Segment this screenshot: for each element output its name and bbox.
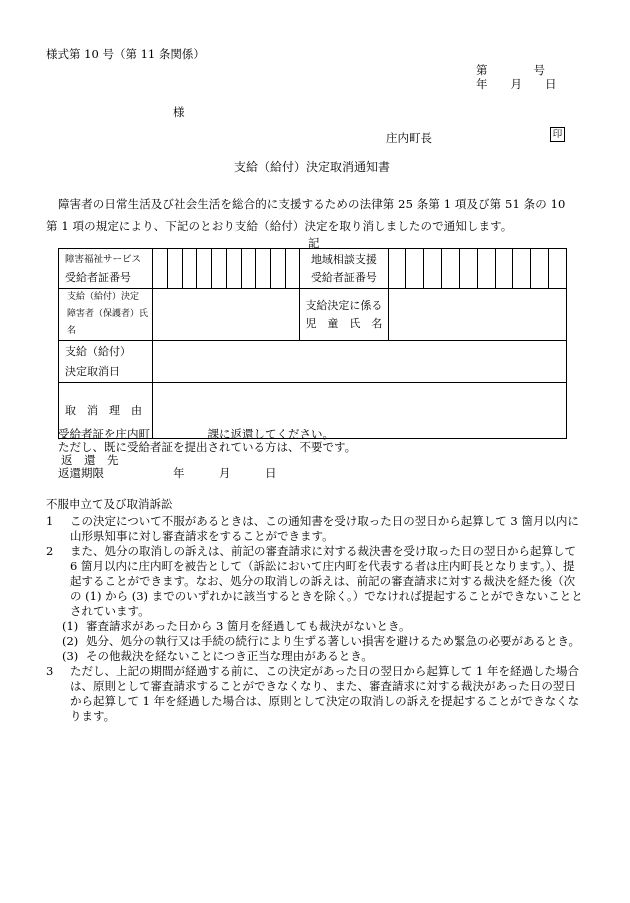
community-support-certificate-label: 地域相談支援 受給者証番号: [300, 249, 388, 289]
community-certificate-digit[interactable]: [495, 249, 513, 289]
community-certificate-digit[interactable]: [442, 249, 460, 289]
return-destination: 返 還 先: [61, 453, 119, 467]
community-certificate-digit[interactable]: [459, 249, 477, 289]
page-title: 支給（給付）決定取消通知書: [234, 160, 391, 174]
objection-item: 1 この決定について不服があるときは、この通知書を受け取った日の翌日から起算して 3 箇月以内に山形県知事に対し審査請求をすることができます。: [46, 514, 579, 543]
return-instructions: [58, 428, 356, 480]
service-certificate-digit[interactable]: [182, 249, 197, 289]
community-certificate-digit[interactable]: [424, 249, 442, 289]
community-certificate-digit[interactable]: [388, 249, 406, 289]
community-certificate-digit[interactable]: [549, 249, 567, 289]
recipient-name-label: 支給（給付）決定 障害者（保護者）氏名: [59, 289, 153, 341]
return-line: 受給者証を庄内町 課に返還してください。: [58, 427, 334, 441]
table-row: [59, 249, 567, 289]
community-certificate-digit[interactable]: [531, 249, 549, 289]
community-certificate-digit[interactable]: [513, 249, 531, 289]
service-certificate-digit[interactable]: [197, 249, 212, 289]
service-certificate-digit[interactable]: [256, 249, 271, 289]
service-certificate-digit[interactable]: [285, 249, 300, 289]
notice-table: [58, 248, 567, 439]
return-line: ただし、既に受給者証を提出されている方は、不要です。: [58, 440, 357, 454]
service-certificate-digit[interactable]: [270, 249, 285, 289]
child-name-label: 支給決定に係る 児 童 氏 名: [300, 289, 388, 341]
issuer-name: 庄内町長: [386, 131, 432, 145]
objection-section: [46, 497, 586, 724]
objection-subitem: (1) 審査請求があった日から 3 箇月を経過しても裁決がないとき。: [62, 619, 411, 633]
service-certificate-digit[interactable]: [241, 249, 256, 289]
return-deadline: 返還期限 年 月 日: [58, 466, 277, 480]
ki-marker: 記: [308, 236, 320, 250]
cancellation-reason-label: 取 消 理 由: [59, 383, 153, 439]
service-certificate-digit[interactable]: [168, 249, 183, 289]
objection-subitem: (3) その他裁決を経ないことにつき正当な理由があるとき。: [62, 649, 373, 663]
table-row: [59, 341, 567, 383]
table-row: [59, 289, 567, 341]
service-certificate-digit[interactable]: [153, 249, 168, 289]
recipient-name-field[interactable]: [153, 289, 300, 341]
child-name-field[interactable]: [388, 289, 566, 341]
service-certificate-digit[interactable]: [226, 249, 241, 289]
seal-stamp: 印: [550, 127, 565, 142]
notice-body: 障害者の日常生活及び社会生活を総合的に支援するための法律第 25 条第 1 項及び第 51 条の 10 第 1 項の規定により、下記のとおり支給（給付）決定を取り消しましたので通知します。: [46, 197, 566, 233]
cancellation-date-field[interactable]: [153, 341, 567, 383]
service-certificate-digit[interactable]: [212, 249, 227, 289]
objection-title: 不服申立て及び取消訴訟: [46, 497, 173, 511]
addressee-suffix: 様: [173, 105, 185, 119]
community-certificate-digit[interactable]: [477, 249, 495, 289]
document-date-line: 年 月 日: [476, 77, 557, 91]
document-number-line: 第 号: [476, 63, 545, 77]
objection-subitem: (2) 処分、処分の執行又は手続の続行により生ずる著しい損害を避けるため緊急の必要があるとき。: [62, 634, 581, 648]
form-number-label: 様式第 10 号（第 11 条関係）: [46, 47, 205, 61]
objection-item: 3 ただし、上記の期間が経過する前に、この決定があった日の翌日から起算して 1 年を経過した場合は、原則として審査請求することができなくなり、また、審査請求に対する裁決があった日の翌日から起算して 1 年を経過した場合は、原則として決定の取消しの訴えを提起することができなくなります。: [46, 664, 580, 723]
community-certificate-digit[interactable]: [406, 249, 424, 289]
cancellation-date-label: 支給（給付） 決定取消日: [59, 341, 153, 383]
objection-item: 2 また、処分の取消しの訴えは、前記の審査請求に対する裁決書を受け取った日の翌日から起算して 6 箇月以内に庄内町を被告として（訴訟において庄内町を代表する者は庄内町長となります。）、提起することができます。なお、処分の取消しの訴えは、前記の審査請求に対する裁決を経た後（次の (1) から (3) までのいずれかに該当するときを除く。）でなければ提起することができないこととされています。: [46, 544, 583, 618]
service-certificate-label: 障害福祉サービス 受給者証番号: [59, 249, 153, 289]
